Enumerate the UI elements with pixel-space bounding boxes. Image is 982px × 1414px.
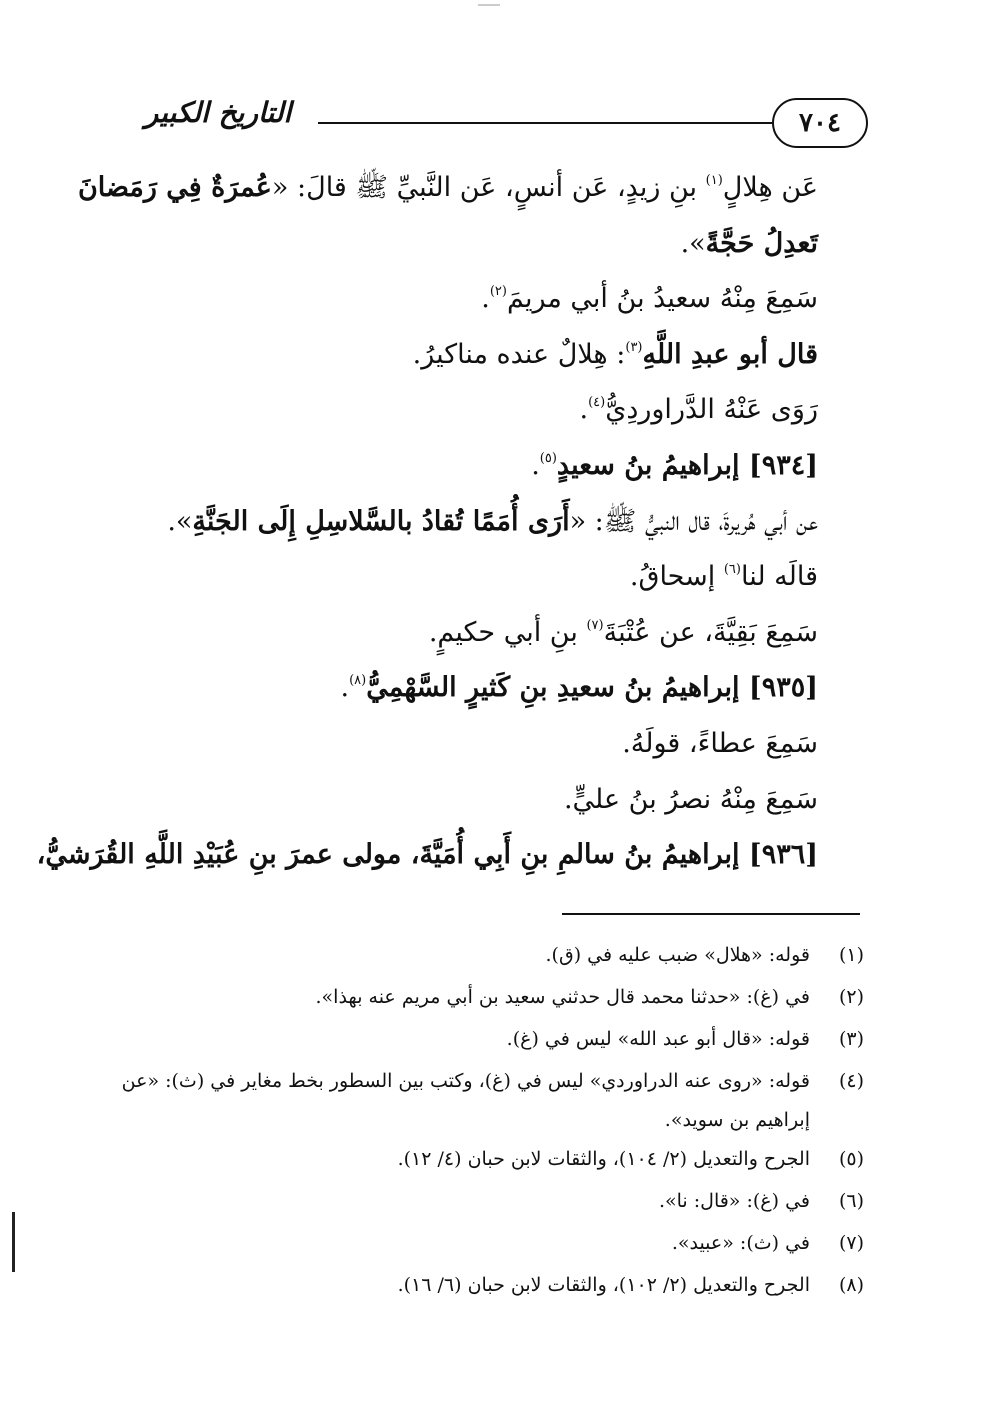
footnote-number: (٤) xyxy=(838,1070,864,1092)
text-line xyxy=(36,827,862,883)
text-line xyxy=(110,549,862,605)
footnote-number: (٧) xyxy=(838,1232,864,1254)
footnote-ref: (٨) xyxy=(349,673,367,689)
text-line xyxy=(110,772,862,828)
footnote-text: في (غ): «حدثنا محمد قال حدثني سعيد بن أبي مريم عنه بهذا». xyxy=(315,986,810,1008)
text-line xyxy=(110,605,862,661)
text-span: بنِ أبي حكيمٍ. xyxy=(428,616,587,648)
text-line xyxy=(110,494,862,550)
bold-text: عُمرَةٌ فِي رَمَضانَ xyxy=(77,172,272,203)
page-number: ٧٠٤ xyxy=(772,98,868,148)
text-line xyxy=(110,327,862,383)
footnote-number: (٨) xyxy=(838,1274,864,1296)
footnote-number: (١) xyxy=(838,944,864,966)
footnote-continuation: إبراهيم بن سويد». xyxy=(664,1109,810,1131)
header-rule xyxy=(318,122,772,124)
footnote-text: الجرح والتعديل (٢/ ١٠٢)، والثقات لابن حبان (٦/ ١٦). xyxy=(397,1274,810,1296)
text-span: : هِلالٌ عنده مناكيرُ. xyxy=(412,338,626,370)
text-span: قالَه لنا xyxy=(740,561,818,593)
bold-text: [٩٣٦] إبراهيمُ بنُ سالمِ بنِ أَبِي أُمَيَّةَ، مولى عمرَ بنِ عُبَيْدِ اللَّهِ القُرَشيُّ، xyxy=(36,839,818,871)
footnote-ref: (٦) xyxy=(723,562,741,578)
bold-text: أَرَى أُمَمًا تُقادُ بالسَّلاسِلِ إِلَى الجَنَّةِ xyxy=(192,505,570,537)
footnote-ref: (٧) xyxy=(586,617,604,633)
footnote-text: الجرح والتعديل (٢/ ١٠٤)، والثقات لابن حبان (٤/ ١٢). xyxy=(397,1148,810,1170)
footnote-ref: (٤) xyxy=(588,395,606,411)
footnote-item xyxy=(104,1180,864,1222)
footnote-text: قوله: «روى عنه الدراوردي» ليس في (غ)، وكتب بين السطور بخط مغاير في (ث): «عن xyxy=(121,1070,810,1092)
footnote-item xyxy=(104,1138,864,1180)
footnote-number: (٣) xyxy=(838,1028,864,1050)
bold-text: [٩٣٤] إبراهيمُ بنُ سعيدٍ xyxy=(556,449,818,481)
footnote-number: (٢) xyxy=(838,986,864,1008)
main-text xyxy=(36,160,862,883)
footnote-text: قوله: «قال أبو عبد الله» ليس في (غ). xyxy=(506,1028,810,1050)
footnote-item xyxy=(104,1222,864,1264)
text-span: . xyxy=(481,283,490,315)
text-line xyxy=(110,716,862,772)
text-line xyxy=(77,160,862,216)
footnote-ref: (٥) xyxy=(539,450,557,466)
text-span: . xyxy=(340,672,350,704)
footnote-item xyxy=(104,1018,864,1060)
book-title: التاريخ الكبير xyxy=(144,96,292,129)
bold-text: تَعدِلُ حَجَّةً xyxy=(705,227,818,259)
footnote-item xyxy=(104,1264,864,1306)
footnotes xyxy=(104,934,864,1306)
text-line xyxy=(110,660,862,716)
footnote-number: (٥) xyxy=(838,1148,864,1170)
margin-mark xyxy=(12,1212,15,1272)
footnote-number: (٦) xyxy=(838,1190,864,1212)
text-span: إسحاقُ. xyxy=(629,561,724,593)
text-line xyxy=(110,382,862,438)
footnote-item xyxy=(104,934,864,976)
footnote-ref: (١) xyxy=(705,173,723,188)
page-header xyxy=(128,92,868,152)
text-span: سَمِعَ بَقِيَّةَ، عن عُتْبَةَ xyxy=(603,616,818,648)
text-line xyxy=(110,438,862,494)
text-span: بنِ زيدٍ، عَن أنسٍ، عَن النَّبيِّ ﷺ قالَ: « xyxy=(271,172,706,203)
text-line xyxy=(110,216,862,272)
footnote-text: قوله: «هلال» ضبب عليه في (ق). xyxy=(545,944,810,966)
text-span: سَمِعَ مِنْهُ نصرُ بنُ عليٍّ. xyxy=(563,783,818,815)
footnote-text: في (ث): «عبيد». xyxy=(671,1232,810,1254)
bold-text: قال أبو عبدِ اللَّهِ xyxy=(642,338,818,370)
text-span: سَمِعَ عطاءً، قولَهُ. xyxy=(622,727,818,759)
text-span: سَمِعَ مِنْهُ سعيدُ بنُ أبي مريمَ xyxy=(506,283,818,315)
footnote-item xyxy=(104,1060,864,1102)
scan-artifact xyxy=(478,4,500,6)
text-span: ». xyxy=(680,227,706,259)
footnote-text: في (غ): «قال: نا». xyxy=(658,1190,810,1212)
bold-text: [٩٣٥] إبراهيمُ بنُ سعيدِ بنِ كَثيرٍ السَّهْمِيُّ xyxy=(366,672,818,704)
text-line xyxy=(110,271,862,327)
footnote-item xyxy=(104,976,864,1018)
footnote-ref: (٢) xyxy=(489,284,507,300)
footnote-separator xyxy=(562,913,860,915)
text-span: . xyxy=(531,449,540,481)
text-span: . xyxy=(579,394,589,426)
text-span: عن أبي هُريرةَ، قال النبيُّ ﷺ: « xyxy=(569,505,818,537)
footnote-ref: (٣) xyxy=(625,339,643,355)
text-span: ». xyxy=(167,505,193,537)
text-span: عَن هِلالٍ xyxy=(722,172,818,203)
text-span: رَوَى عَنْهُ الدَّراوردِيُّ xyxy=(605,394,818,426)
